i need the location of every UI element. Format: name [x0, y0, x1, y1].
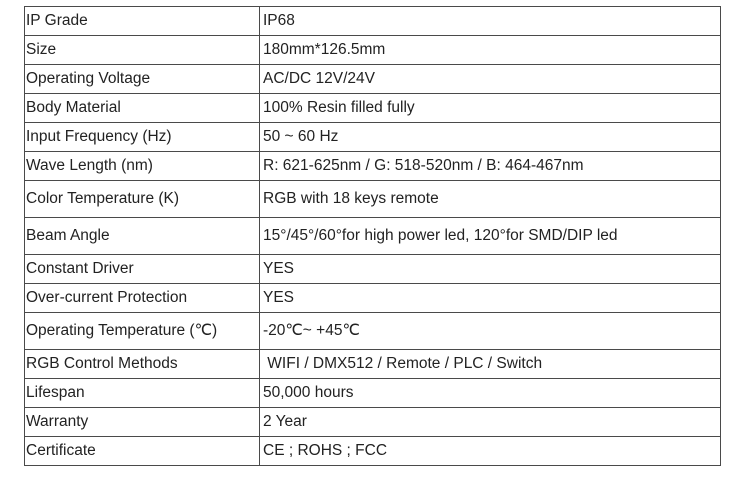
table-row — [25, 152, 721, 181]
spec-value: WIFI / DMX512 / Remote / PLC / Switch — [260, 350, 721, 379]
spec-value: IP68 — [260, 7, 721, 36]
spec-value: 2 Year — [260, 408, 721, 437]
table-row — [25, 94, 721, 123]
spec-label: Operating Voltage — [25, 65, 260, 94]
spec-value: YES — [260, 255, 721, 284]
spec-label: Wave Length (nm) — [25, 152, 260, 181]
spec-value: -20℃~ +45℃ — [260, 313, 721, 350]
spec-value: 100% Resin filled fully — [260, 94, 721, 123]
spec-value: 50,000 hours — [260, 379, 721, 408]
table-row — [25, 408, 721, 437]
table-row — [25, 350, 721, 379]
spec-label: Constant Driver — [25, 255, 260, 284]
table-row — [25, 218, 721, 255]
table-row — [25, 7, 721, 36]
spec-label: Color Temperature (K) — [25, 181, 260, 218]
spec-table-body — [25, 7, 721, 466]
spec-label: Certificate — [25, 437, 260, 466]
spec-label: Input Frequency (Hz) — [25, 123, 260, 152]
spec-value: AC/DC 12V/24V — [260, 65, 721, 94]
spec-label: Warranty — [25, 408, 260, 437]
spec-value: 15°/45°/60°for high power led, 120°for SMD/DIP led — [260, 218, 721, 255]
spec-value: CE ; ROHS ; FCC — [260, 437, 721, 466]
table-row — [25, 181, 721, 218]
spec-label: Over-current Protection — [25, 284, 260, 313]
spec-label: Body Material — [25, 94, 260, 123]
table-row — [25, 65, 721, 94]
table-row — [25, 284, 721, 313]
spec-value: YES — [260, 284, 721, 313]
table-row — [25, 437, 721, 466]
table-row — [25, 255, 721, 284]
table-row — [25, 313, 721, 350]
table-row — [25, 123, 721, 152]
spec-value: 50 ~ 60 Hz — [260, 123, 721, 152]
spec-label: IP Grade — [25, 7, 260, 36]
table-row — [25, 36, 721, 65]
spec-value: RGB with 18 keys remote — [260, 181, 721, 218]
spec-label: Lifespan — [25, 379, 260, 408]
spec-label: RGB Control Methods — [25, 350, 260, 379]
spec-label: Beam Angle — [25, 218, 260, 255]
spec-table — [24, 6, 721, 466]
spec-value: R: 621-625nm / G: 518-520nm / B: 464-467nm — [260, 152, 721, 181]
spec-label: Operating Temperature (℃) — [25, 313, 260, 350]
spec-label: Size — [25, 36, 260, 65]
table-row — [25, 379, 721, 408]
spec-value: 180mm*126.5mm — [260, 36, 721, 65]
